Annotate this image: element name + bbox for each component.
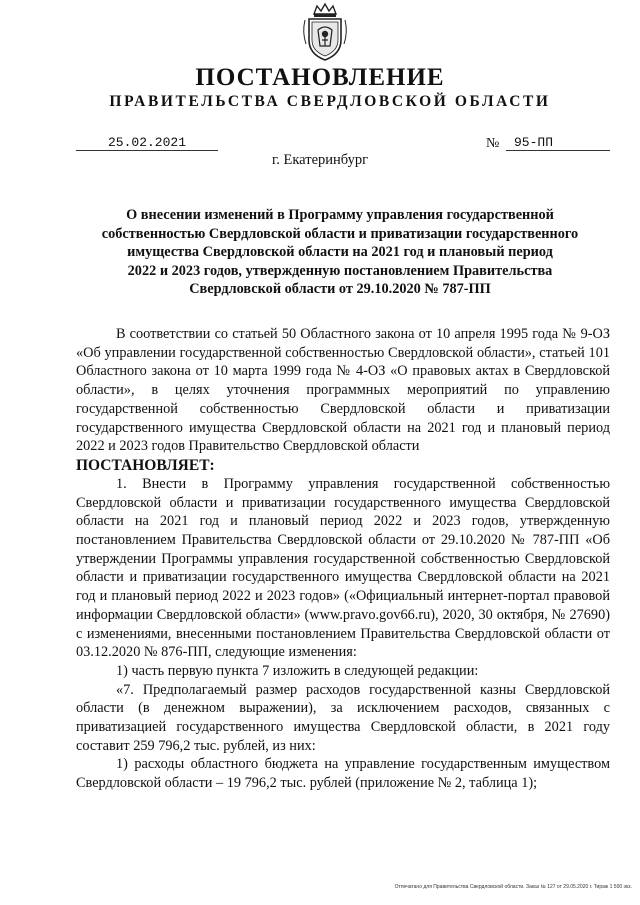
document-body (76, 325, 610, 793)
heading-line: О внесении изменений в Программу управления государственной (126, 207, 554, 223)
document-number (486, 136, 610, 152)
heading-line: имущества Свердловской области на 2021 год и плановый период (127, 244, 553, 261)
city: г. Екатеринбург (271, 152, 369, 168)
heading-line: собственностью Свердловской области и приватизации государственного (101, 225, 579, 242)
document-title: ПОСТАНОВЛЕНИЕ (195, 64, 445, 91)
print-footnote: Отпечатано для Правительства Свердловской области. Заказ № 127 от 29.05.2020 г. Тираж 1 500 экз. (394, 884, 632, 890)
item-1-paragraph: 1. Внести в Программу управления государственной собственностью Свердловской области и приватизации государственного имущества Свердловской области на 2021 год и плановый период 2022 и 2023 годов, утвержденную постановлением Правительства Свердловской области от 29.10.2020 № 787-ПП «Об утверждении Программы управления государственной собственностью Свердловской области и приватизации государственного имущества Свердловской области на 2021 год и плановый период 2022 и 2023 годов» («Официальный интернет-портал правовой информации Свердловской области» (www.pravo.gov66.ru), 2020, 30 октября, № 27690) с изменениями, внесенными постановлением Правительства Свердловской области от 03.12.2020 № 876-ПП, следующие изменения: (76, 475, 610, 661)
heading-line: 2022 и 2023 годов, утвержденную постановлением Правительства (127, 262, 553, 279)
quote-paragraph: «7. Предполагаемый размер расходов государственной казны Свердловской области (в денежном выражении), за исключением расходов, связанных с приватизацией государственного имущества Свердловской области, в 2021 году составит 259 796,2 тыс. рублей, из них: (76, 681, 610, 754)
number-value: 95-ПП (506, 136, 610, 151)
quote-item-1-paragraph: 1) расходы областного бюджета на управление государственным имуществом Свердловской области – 19 796,2 тыс. рублей (приложение № 2, таблица 1); (76, 756, 610, 792)
subitem-1-paragraph: 1) часть первую пункта 7 изложить в следующей редакции: (116, 662, 479, 679)
document-subtitle: ПРАВИТЕЛЬСТВА СВЕРДЛОВСКОЙ ОБЛАСТИ (109, 93, 551, 110)
document-heading (100, 206, 580, 299)
coat-of-arms-emblem (300, 2, 350, 62)
heading-line: Свердловской области от 29.10.2020 № 787-ПП (189, 281, 491, 298)
decree-word: ПОСТАНОВЛЯЕТ: (76, 456, 215, 474)
preamble-paragraph: В соответствии со статьей 50 Областного закона от 10 апреля 1995 года № 9-ОЗ «Об управлении государственной собственностью Свердловской области», статьей 101 Областного закона от 10 марта 1999 года № 4-ОЗ «О правовых актах в Свердловской области», в целях уточнения программных мероприятий по управлению государственной собственностью Свердловской области и приватизации государственного имущества Свердловской области на 2021 год и плановый период 2022 и 2023 годов Правительство Свердловской области (76, 326, 610, 455)
number-sign: № (486, 136, 500, 151)
document-date: 25.02.2021 (76, 136, 218, 151)
